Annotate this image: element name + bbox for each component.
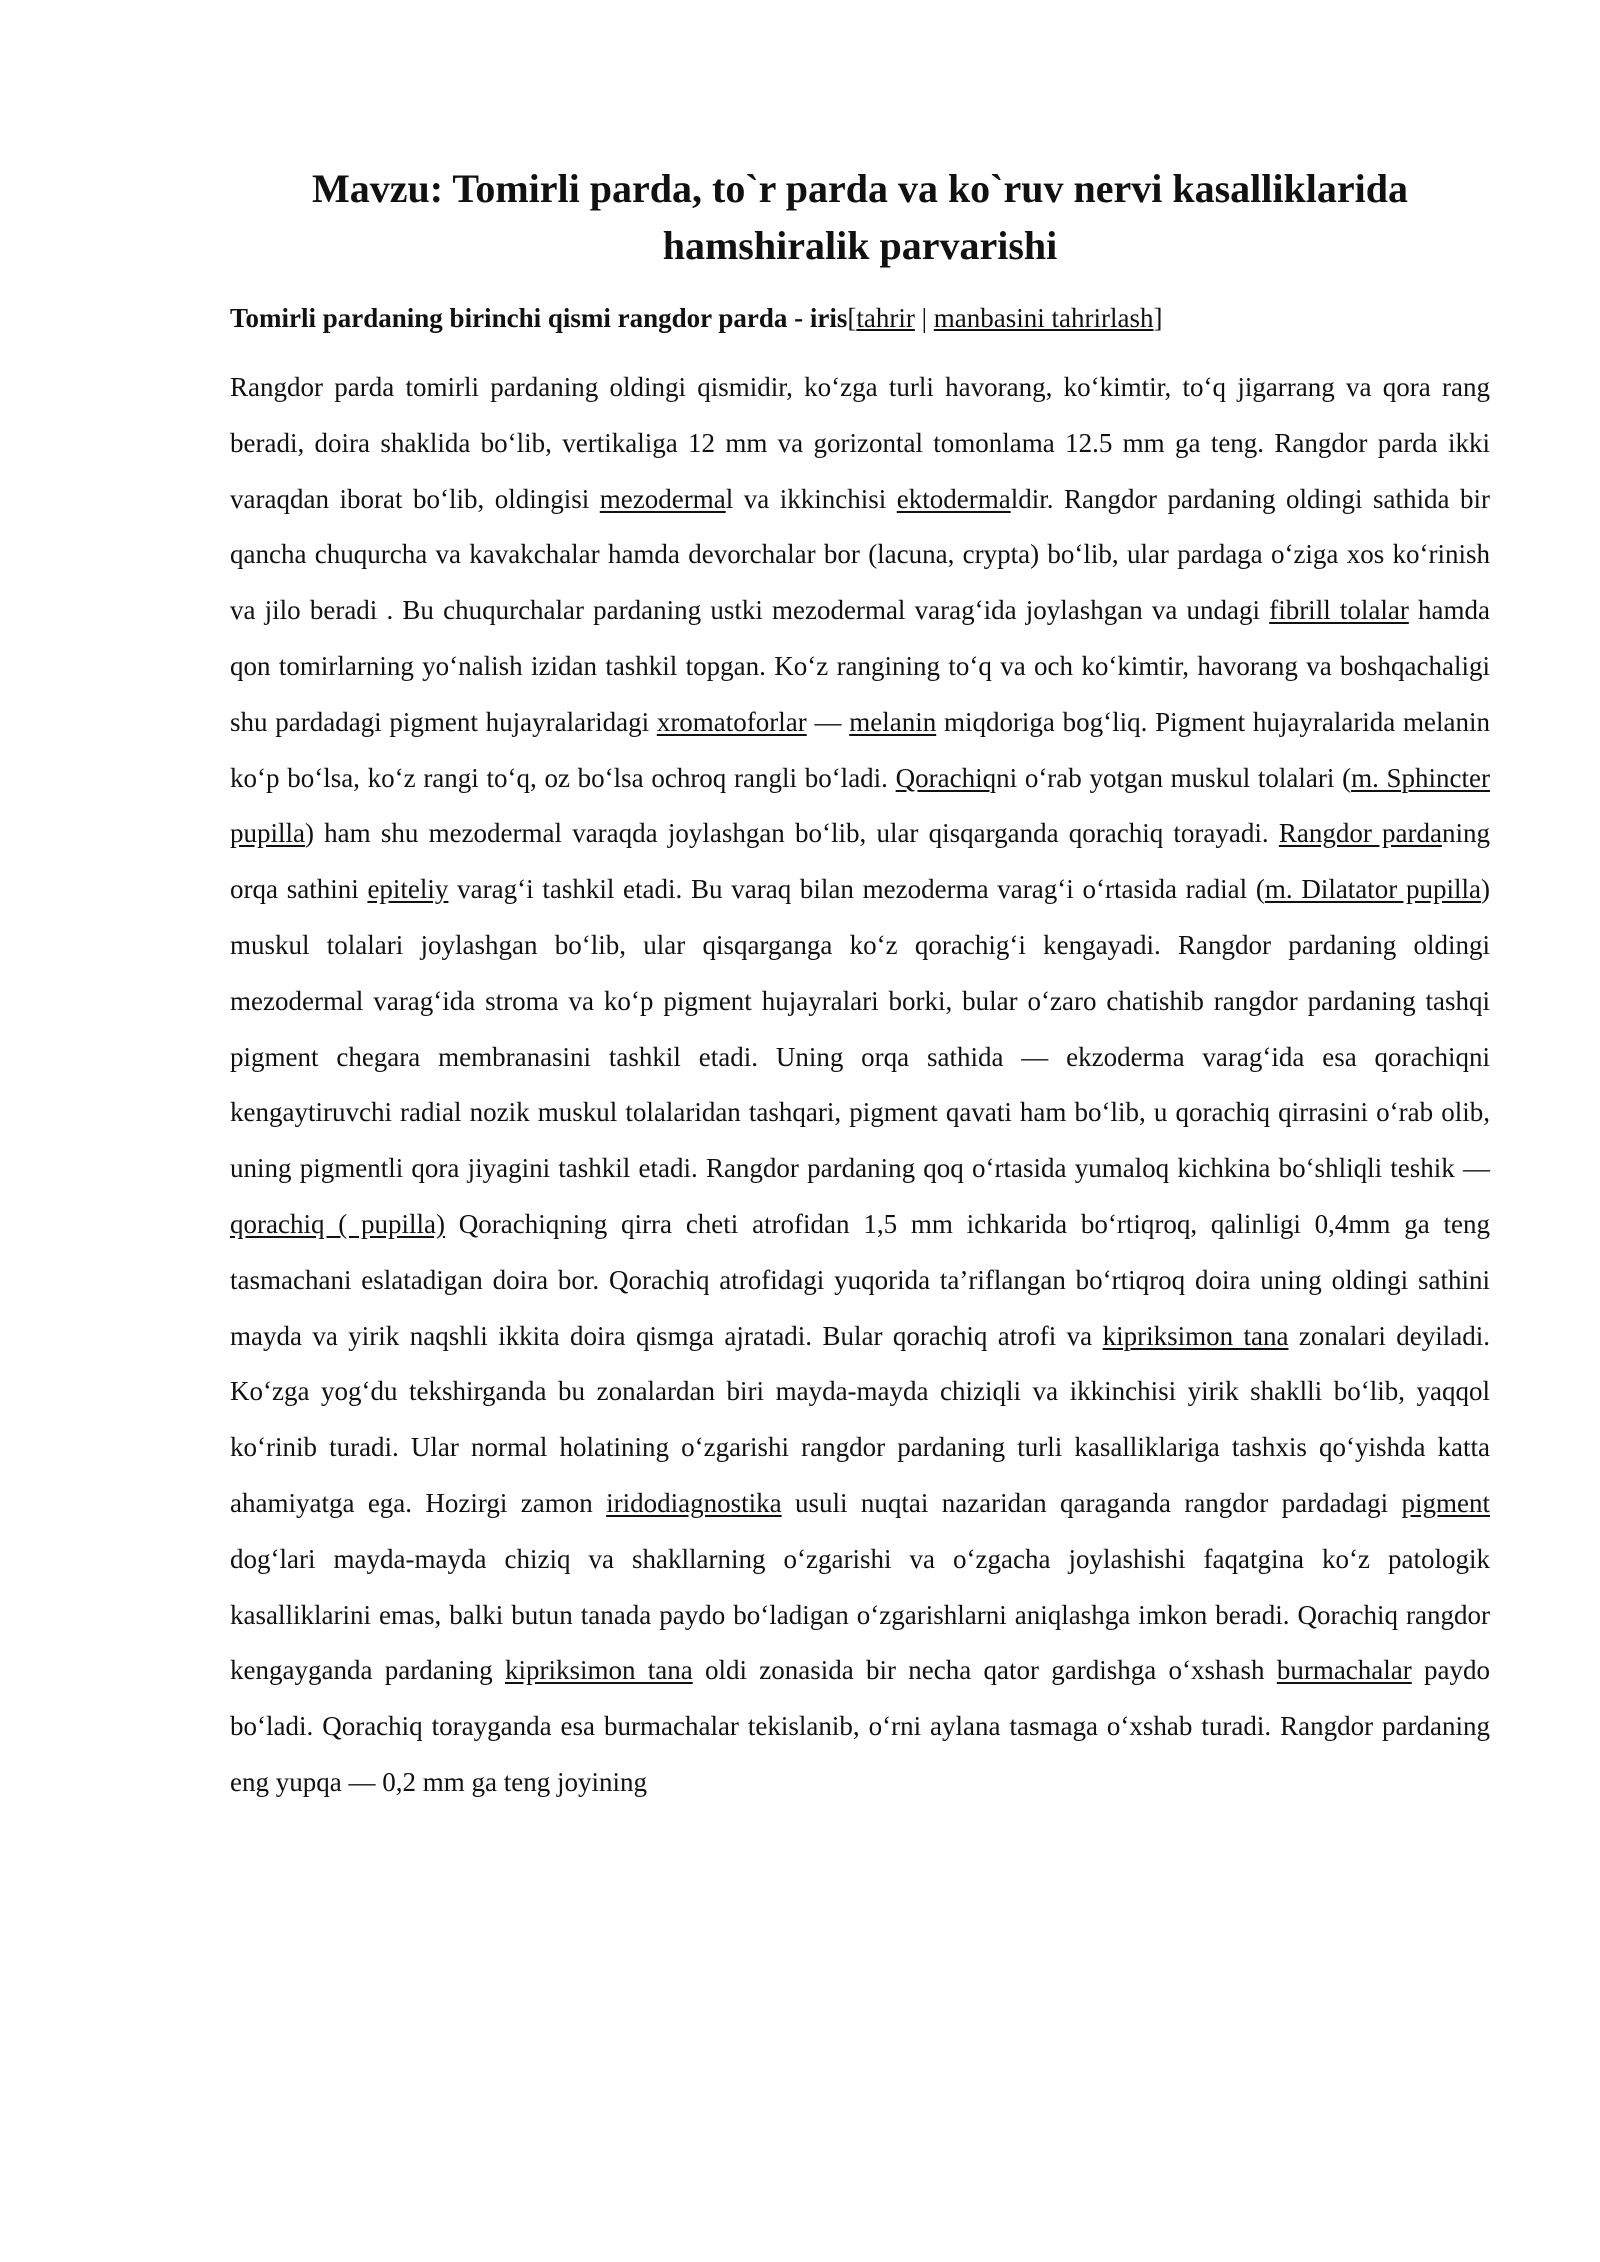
paragraph-text: varag‘i tashkil etadi. Bu varaq bilan mezoderma varag‘i o‘rtasida radial ( xyxy=(448,874,1265,905)
link-kipriksimon-tana[interactable]: kipriksimon tana xyxy=(1102,1320,1289,1351)
paragraph-text: ldir. Rangdor pardaning oldingi sathida bir qancha chuqurcha va kavakchalar hamda devorchalar bor (lacuna, crypta) bo‘lib, ular pardaga o‘ziga xos ko‘rinish va jilo beradi . Bu chuqurchalar pardaning ustki mezodermal varag‘ida joylashgan va undagi xyxy=(230,483,1490,626)
paragraph-text: Rangdor parda tomirli pardaning oldingi qismidir, ko‘zga turli havorang, ko‘kimtir, to‘q jigarrang va qora rang beradi, doira shaklida bo‘lib, vertikaliga 12 mm va gorizontal tomonlama 12.5 mm ga teng. Rangdor parda ikki varaqdan iborat bo‘lib, oldingisi xyxy=(230,372,1490,514)
section-heading xyxy=(230,298,1490,338)
document-title-line-1: Mavzu: Tomirli parda, to`r parda va ko`ruv nervi kasalliklarida xyxy=(312,166,1408,211)
paragraph-text: paydo bo‘ladi. Qorachiq torayganda esa burmachalar tekislanib, o‘rni aylana tasmaga o‘xshab turadi. Rangdor pardaning eng yupqa — 0,2 mm ga teng joyining xyxy=(230,1655,1491,1797)
paragraph-text: ) ham shu mezodermal varaqda joylashgan bo‘lib, ular qisqarganda qorachiq torayadi. xyxy=(305,818,1279,849)
paragraph-text: usuli nuqtai nazaridan qaraganda rangdor pardadagi xyxy=(781,1487,1402,1518)
edit-source-link[interactable]: manbasini tahrirlash xyxy=(933,303,1154,333)
link-ektoderma[interactable]: ektoderma xyxy=(896,483,1011,514)
link-mezoderma[interactable]: mezoderma xyxy=(599,483,726,514)
paragraph-text: dog‘lari mayda-mayda chiziq va shakllarning o‘zgarishi va o‘zgacha joylashishi faqatgina ko‘z patologik kasalliklarini emas, balki butun tanada paydo bo‘ladigan o‘zgarishlarni aniqlashga imkon beradi. Qorachiq rangdor kengayganda pardaning xyxy=(230,1543,1490,1686)
link-epiteliy[interactable]: epiteliy xyxy=(367,874,449,905)
paragraph-text: ) muskul tolalari joylashgan bo‘lib, ular qisqarganga ko‘z qorachig‘i kengayadi. Rangdor pardaning oldingi mezodermal varag‘ida stroma va ko‘p pigment hujayralari borki, bular o‘zaro chatishib rangdor pardaning tashqi pigment chegara membranasini tashkil etadi. Uning orqa sathida — ekzoderma varag‘ida esa qorachiqni kengaytiruvchi radial nozik muskul tolalaridan tashqari, pigment qavati ham bo‘lib, u qorachiq qirrasini o‘rab olib, uning pigmentli qora jiyagini tashkil etadi. Rangdor pardaning qoq o‘rtasida yumaloq kichkina bo‘shliqli teshik — xyxy=(230,874,1491,1184)
edit-open-bracket: [ xyxy=(847,303,857,333)
link-sphincter-pupilla[interactable]: m. Sphincter pupilla xyxy=(230,762,1490,849)
edit-separator: | xyxy=(914,303,934,333)
paragraph-text: — xyxy=(806,706,850,737)
edit-link[interactable]: tahrir xyxy=(856,303,915,333)
link-melanin[interactable]: melanin xyxy=(849,706,937,737)
link-fibrill-tolalar[interactable]: fibrill tolalar xyxy=(1269,595,1409,626)
link-rangdor-parda[interactable]: Rangdor parda xyxy=(1278,818,1442,849)
edit-close-bracket: ] xyxy=(1153,303,1163,333)
paragraph-text: hamda qon tomirlarning yo‘nalish izidan tashkil topgan. Ko‘z rangining to‘q va och ko‘kimtir, havorang va boshqachaligi shu pardadagi pigment hujayralaridagi xyxy=(230,595,1490,737)
paragraph-text: miqdoriga bog‘liq. Pigment hujayralarida melanin ko‘p bo‘lsa, ko‘z rangi to‘q, oz bo‘lsa ochroq rangli bo‘ladi. xyxy=(230,706,1490,793)
paragraph-text: zonalari deyiladi. Ko‘zga yog‘du tekshirganda bu zonalardan biri mayda-mayda chiziqli va ikkinchisi yirik shaklli bo‘lib, yaqqol ko‘rinib turadi. Ular normal holatining o‘zgarishi rangdor pardaning turli kasalliklariga tashxis qo‘yishda katta ahamiyatga ega. Hozirgi zamon xyxy=(230,1320,1490,1518)
link-burmachalar[interactable]: burmachalar xyxy=(1276,1655,1412,1686)
document-title-line-2: hamshiralik parvarishi xyxy=(662,223,1058,268)
link-qorachiq[interactable]: Qorachiq xyxy=(895,762,997,793)
document-title xyxy=(230,160,1490,274)
link-pigment[interactable]: pigment xyxy=(1401,1487,1490,1518)
paragraph-text: l va ikkinchisi xyxy=(725,483,897,514)
section-heading-text: Tomirli pardaning birinchi qismi rangdor parda - iris xyxy=(230,303,848,333)
paragraph-text: ning orqa sathini xyxy=(230,818,1490,905)
link-xromatoforlar[interactable]: xromatoforlar xyxy=(656,706,807,737)
paragraph-text: Qorachiqning qirra cheti atrofidan 1,5 mm ichkarida bo‘rtiqroq, qalinligi 0,4mm ga teng tasmachani eslatadigan doira bor. Qorachiq atrofidagi yuqorida ta’riflangan bo‘rtiqroq doira uning oldingi sathini mayda va yirik naqshli ikkita doira qismga ajratadi. Bular qorachiq atrofi va xyxy=(230,1208,1490,1351)
paragraph-text: oldi zonasida bir necha qator gardishga o‘xshash xyxy=(692,1655,1277,1686)
link-qorachiq-pupilla[interactable]: qorachiq ( pupilla) xyxy=(230,1208,446,1239)
link-dilatator-pupilla[interactable]: m. Dilatator pupilla xyxy=(1264,874,1482,905)
paragraph-text: ni o‘rab yotgan muskul tolalari ( xyxy=(996,762,1352,793)
link-kipriksimon-tana-2[interactable]: kipriksimon tana xyxy=(504,1655,693,1686)
link-iridodiagnostika[interactable]: iridodiagnostika xyxy=(606,1487,782,1518)
body-paragraph xyxy=(230,360,1490,1811)
